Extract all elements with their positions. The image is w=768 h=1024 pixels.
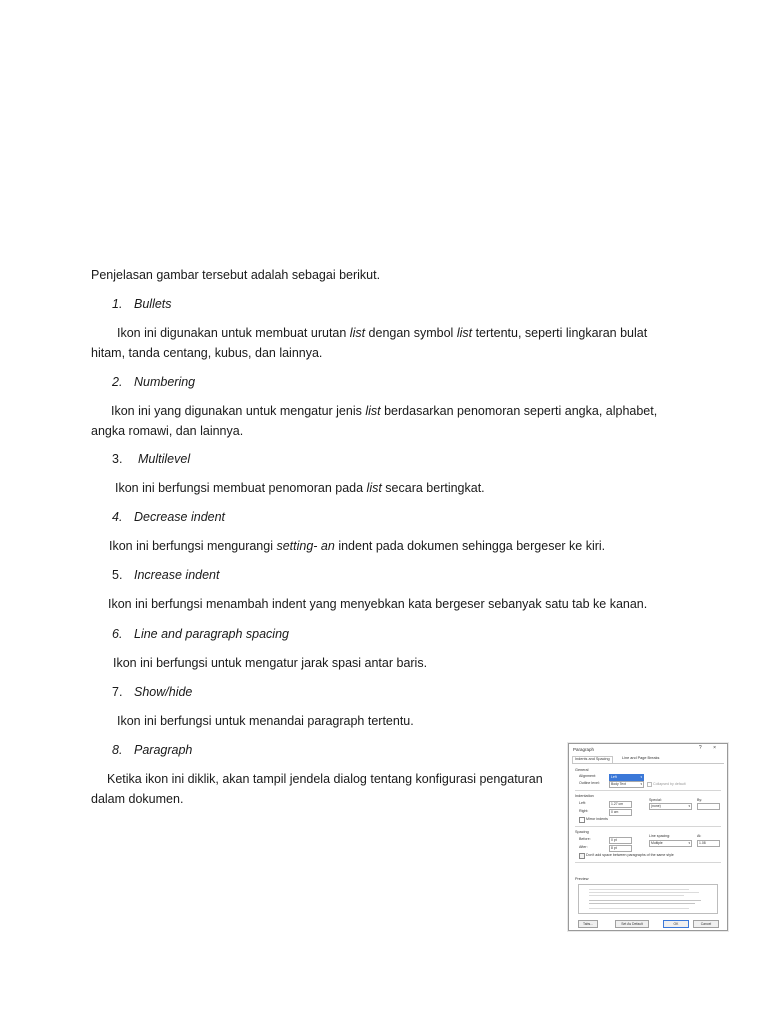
mirror-indents-label: Mirror indents: [586, 817, 608, 821]
at-field: 1.08: [697, 840, 720, 847]
special-field: (none) ▾: [651, 804, 690, 808]
item-number: 6.: [112, 627, 123, 641]
item-label: Line and paragraph spacing: [134, 627, 289, 641]
outline-level-field: Body Text ▾: [611, 782, 642, 786]
item-description: Ikon ini yang digunakan untuk mengatur jenis list berdasarkan penomoran seperti angka, alphabet, angka romawi, dan lainnya.: [91, 404, 658, 438]
tab-line-page-breaks: Line and Page Breaks: [622, 756, 660, 760]
tabs-button: Tabs...: [578, 920, 598, 928]
before-label: Before:: [579, 837, 591, 841]
list-item-paragraph: [112, 741, 192, 760]
set-as-default-button: Set As Default: [615, 920, 649, 928]
item-description: Ketika ikon ini diklik, akan tampil jendela dialog tentang konfigurasi pengaturan dalam dokumen.: [91, 772, 543, 806]
mirror-indents-checkbox: [579, 817, 585, 823]
at-label: At:: [697, 834, 702, 838]
divider: [575, 862, 721, 863]
indent-right-field: 0 cm: [609, 809, 632, 816]
special-label: Special:: [649, 798, 662, 802]
divider: [575, 826, 721, 827]
item-label: Numbering: [134, 375, 196, 389]
item-number: 7.: [112, 685, 123, 699]
list-item-show-hide: [112, 683, 192, 702]
section-general: General: [575, 768, 589, 772]
list-item-increase-indent: [112, 566, 219, 585]
before-field: 0 pt: [609, 837, 632, 844]
item-label: Show/hide: [134, 685, 193, 699]
item-number: 5.: [112, 568, 123, 582]
indent-left-field: 1.27 cm: [609, 801, 632, 808]
item-number: 1.: [112, 297, 123, 311]
item-number: 3.: [112, 452, 123, 466]
preview-box: [578, 884, 718, 914]
alignment-field: Left ▾: [611, 775, 642, 779]
dialog-titlebar: [569, 744, 727, 755]
item-label: Decrease indent: [134, 510, 226, 524]
list-item-decrease-indent: [112, 508, 225, 527]
collapsed-label: Collapsed by default: [653, 782, 686, 786]
dialog-tabs: [572, 756, 724, 764]
alignment-label: Alignment:: [579, 774, 596, 778]
item-label: Increase indent: [134, 568, 220, 582]
item-description: Ikon ini berfungsi untuk menandai paragraph tertentu.: [117, 714, 414, 728]
list-item-multilevel: [112, 450, 190, 469]
item-description: Ikon ini berfungsi untuk mengatur jarak spasi antar baris.: [113, 656, 428, 670]
dont-add-space-label: Don't add space between paragraphs of the same style: [586, 853, 674, 857]
by-field: [697, 803, 720, 810]
item-label: Bullets: [134, 297, 172, 311]
indent-right-label: Right:: [579, 809, 589, 813]
intro-text: Penjelasan gambar tersebut adalah sebagai berikut.: [91, 268, 381, 282]
after-field: 8 pt: [609, 845, 632, 852]
cancel-button: Cancel: [693, 920, 719, 928]
line-spacing-label: Line spacing:: [649, 834, 671, 838]
item-description: Ikon ini berfungsi menambah indent yang menyebkan kata bergeser sebanyak satu tab ke kanan.: [108, 597, 648, 611]
indent-left-label: Left:: [579, 801, 586, 805]
item-label: Paragraph: [134, 743, 193, 757]
item-number: 2.: [112, 375, 123, 389]
list-item-numbering: [112, 373, 195, 392]
by-label: By:: [697, 798, 703, 802]
after-label: After:: [579, 845, 588, 849]
item-description: Ikon ini berfungsi membuat penomoran pada list secara bertingkat.: [115, 481, 485, 495]
section-indentation: Indentation: [575, 794, 594, 798]
list-item-bullets: [112, 295, 172, 314]
section-preview: Preview: [575, 877, 589, 881]
divider: [575, 790, 721, 791]
dialog-help-close-icons: ? ×: [698, 745, 721, 751]
list-item-line-spacing: [112, 625, 289, 644]
dont-add-space-checkbox: [579, 853, 585, 859]
item-description: Ikon ini berfungsi mengurangi setting- an indent pada dokumen sehingga bergeser ke kiri.: [109, 539, 606, 553]
ok-button: OK: [663, 920, 689, 928]
outline-level-label: Outline level:: [579, 781, 600, 785]
paragraph-dialog-image: [568, 743, 728, 931]
line-spacing-field: Multiple ▾: [651, 841, 690, 845]
item-number: 4.: [112, 510, 123, 524]
item-label: Multilevel: [138, 452, 191, 466]
collapsed-checkbox: [647, 782, 652, 787]
item-description: Ikon ini digunakan untuk membuat urutan list dengan symbol list tertentu, seperti lingkaran bulat hitam, tanda centang, kubus, dan lainnya.: [91, 326, 648, 360]
section-spacing: Spacing: [575, 830, 589, 834]
tab-indents-spacing: Indents and Spacing: [572, 756, 613, 763]
item-number: 8.: [112, 743, 123, 757]
dialog-title: Paragraph: [573, 747, 595, 752]
